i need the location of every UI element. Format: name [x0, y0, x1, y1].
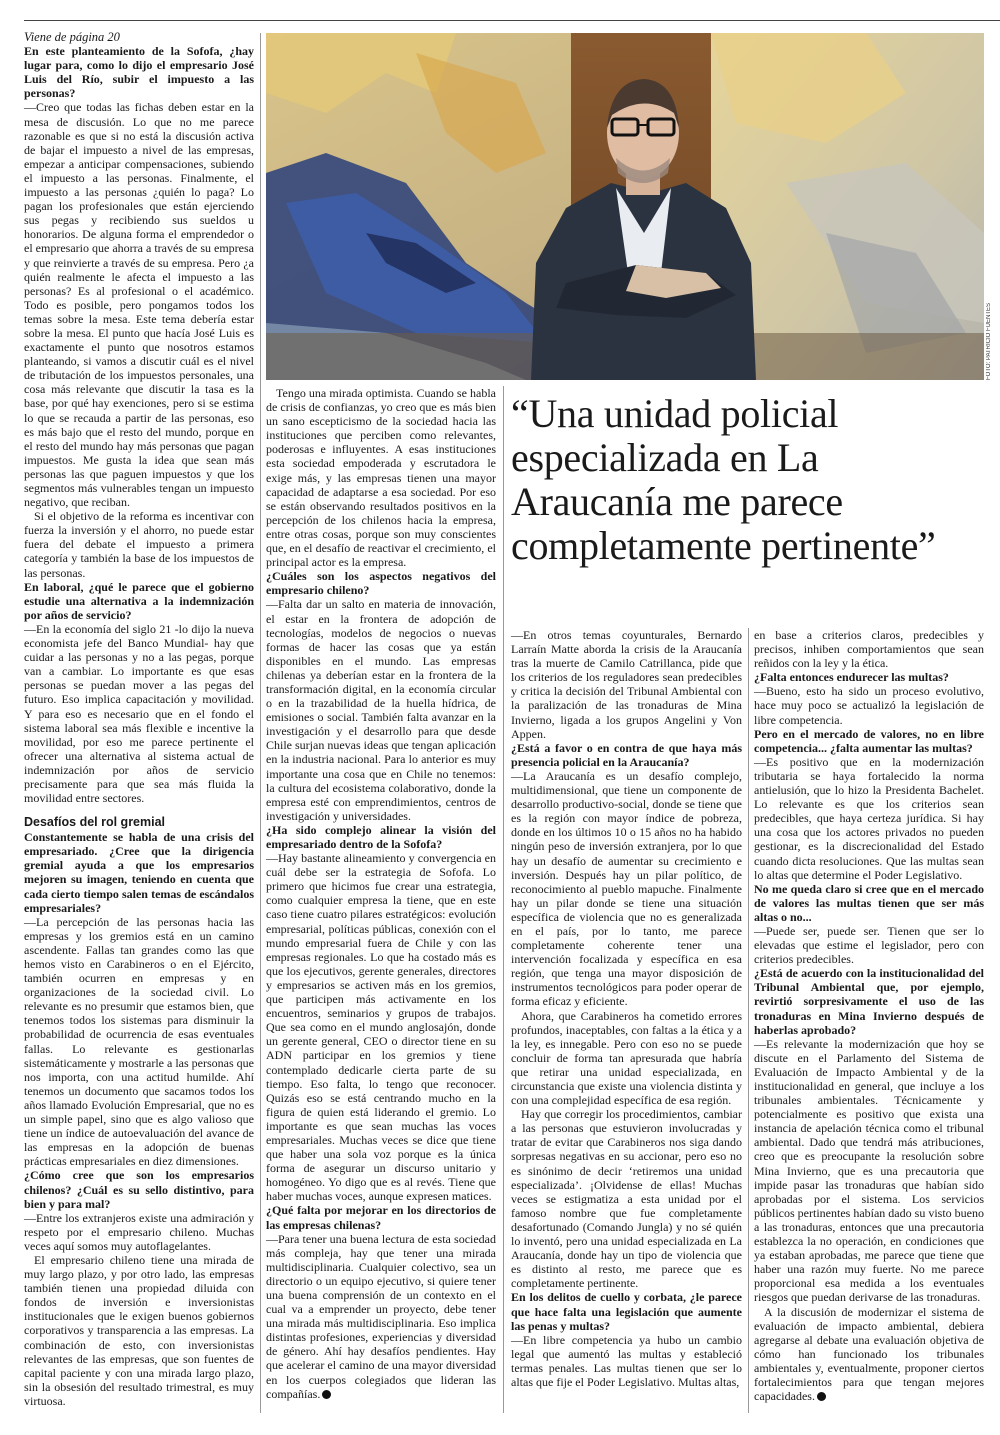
question: ¿Está de acuerdo con la institucionalidad del Tribunal Ambiental que, por ejemplo, revirtió sorpresivamente el uso de las tronaduras en Mina Invierno después de haberlas aprobado?	[754, 966, 984, 1037]
answer: —Entre los extranjeros existe una admiración y respeto por el empresario chileno. Muchas veces aquí somos muy autoflagelantes.	[24, 1210, 254, 1253]
photo-credit: FOTO: PATRICIO FUENTES	[986, 302, 992, 380]
question: Constantemente se habla de una crisis del empresariado. ¿Cree que la dirigencia gremial ayuda a que los empresarios mejoren su imagen, teniendo en cuenta que cada cierto tiempo salen temas de escándalos empresariales?	[24, 830, 254, 915]
question: ¿Está a favor o en contra de que haya más presencia policial en la Araucanía?	[511, 740, 742, 769]
answer: —Puede ser, puede ser. Tienen que ser lo elevadas que estime el legislador, pero con criterios predecibles.	[754, 923, 984, 967]
question: ¿Ha sido complejo alinear la visión del empresariado dentro de la Sofofa?	[266, 822, 496, 851]
continued-from-label: Viene de página 20	[24, 30, 120, 44]
question: ¿Cuáles son los aspectos negativos del empresario chileno?	[266, 569, 496, 598]
paragraph: Tengo una mirada optimista. Cuando se habla de crisis de confianzas, yo creo que es más bien un sano escepticismo de la sociedad hacia las instituciones que perciben como relevantes, poderosas e influyentes. A esas instituciones esta sociedad empoderada y escrutadora le exige más, y las empresas tienen una mayor capacidad de adaptarse a esa sociedad. Por eso se están observando resultados positivos en la percepción de los chilenos hacia la empresa, entre otras cosas, porque son muy conscientes que, en el desafío de reactivar el crecimiento, el principal actor es la empresa.	[266, 386, 496, 570]
answer: —Bueno, esto ha sido un proceso evolutivo, hace muy poco se actualizó la legislación de libre competencia.	[754, 684, 984, 727]
question: ¿Qué falta por mejorar en los directorios de las empresas chilenas?	[266, 1203, 496, 1232]
pull-quote: “Una unidad policial especializada en La Araucanía me parece completamente pertinente”	[511, 391, 936, 568]
answer: —Para tener una buena lectura de esta sociedad más compleja, hay que tener una mirada multidisciplinaria. Cualquier colectivo, sea un directorio o un equipo ejecutivo, si quiere tener una buena comprensión de un contexto en el cual va a emprender un proyecto, debe tener una mirada más multidisciplinaria. Eso implica distintas profesiones, experiencias y diversidad de género. Ahí hay desafíos pendientes. Hay que acelerar el camino de una mayor diversidad en los cuerpos colegiados que lideran las compañías.	[266, 1231, 496, 1401]
answer: —Falta dar un salto en materia de innovación, el estar en la frontera de adopción de tecnologías, modelos de negocios o nuevas formas de hacer las cosas que ya están disponibles en el mundo. Las empresas chilenas ya deberían estar en la frontera de la transformación digital, en la economía circular o en la trazabilidad de la huella hídrica, de emisiones o social. También falta avanzar en la investigación y el desarrollo para que desde Chile surjan nuevas ideas que tengan aplicación en la industria nacional. Para lo anterior es muy importante una cosa que en Chile no tenemos: la cultura del ecosistema colaborativo, donde la empresa esté con emprendimientos, centros de investigación y universidades.	[266, 597, 496, 823]
paragraph: Ahora, que Carabineros ha cometido errores profundos, inaceptables, con faltas a la ética y a la ley, es innegable. Pero con eso no se puede concluir de forma tan apresurada que habría que retirar una unidad especializada, en circunstancia que existe una violencia distinta y con una complejidad específica de esa región.	[511, 1008, 742, 1108]
end-mark-icon	[322, 1390, 331, 1399]
question: ¿Falta entonces endurecer las multas?	[754, 670, 949, 685]
question: Pero en el mercado de valores, no en libre competencia... ¿falta aumentar las multas?	[754, 726, 984, 755]
end-mark-icon	[817, 1392, 826, 1401]
answer: —En la economía del siglo 21 -lo dijo la nueva economista jefe del Banco Mundial- hay que cuidar a las personas y no a las pegas, porque van a cambiar. Lo importante es que esas personas se puedan mover a las pegas del futuro. Eso implica capacitación y movilidad. Y para eso es necesario que en el fondo el sistema laboral sea más flexible e incentive la movilidad, por eso me parece pertinente el ofrecer una alternativa al sistema actual de indemnización por años de servicio precisamente para que sea más fluida la movilidad entre sectores.	[24, 621, 254, 806]
answer: —Es relevante la modernización que hoy se discute en el Parlamento del Sistema de Evaluación de Impacto Ambiental y de la institucionalidad en general, que incluye a los tribunales ambientales. Técnicamente y potencialmente es positivo que exista una instancia de apelación técnica como el tribunal ambiental. Dado que tendrá más atribuciones, creo que es preocupante la resolución sobre Mina Invierno, que es una precautoria que impide pasar las tronaduras que habían sido aprobadas por el sistema. Los servicios públicos pertinentes habían dado su visto bueno a las tronaduras, entonces que una precautoria establezca la no operación, en condiciones que ya estaban aprobadas, me parece que tiene que haber una razón muy fuerte. No me parece proporcional esa medida a los eventuales riesgos que puedan derivarse de las tronaduras.	[754, 1036, 984, 1305]
paragraph: A la discusión de modernizar el sistema de evaluación de impacto ambiental, debiera agregarse al debate una evaluación objetiva de cómo han funcionado los tribunales ambientales y, eventualmente, proponer ciertos fortalecimientos para que tengan mejores capacidades.	[754, 1304, 984, 1404]
column-divider	[748, 628, 749, 1413]
column-2	[266, 386, 496, 1401]
subhead: Desafíos del rol gremial	[24, 815, 166, 830]
paragraph: El empresario chileno tiene una mirada de muy largo plazo, y por otro lado, las empresas también tienen una propiedad diluida con fondos de inversión e inversionistas institucionales que le exigen buenos gobiernos corporativos y transparencia a las empresas. La combinación de esto, con inversionistas relevantes de las empresas, que son fuentes de capital paciente y con una mirada largo plazo, sin la obsesión del resultado trimestral, es muy virtuosa.	[24, 1252, 254, 1408]
question: No me queda claro si cree que en el mercado de valores las multas tienen que ser más altas o no...	[754, 881, 984, 924]
paragraph: en base a criterios claros, predecibles y precisos, inhiben comportamientos que sean reñidos con la ley y la ética.	[754, 628, 984, 671]
column-3	[511, 628, 742, 1389]
answer: —La Araucanía es un desafío complejo, multidimensional, que tiene un componente de desarrollo productivo-social, donde se tiene que es la región con mayor índice de pobreza, donde en los últimos 10 o 15 años no ha habido ningún peso de inversión extranjera, por lo que hay un desafío de aumentar su crecimiento e inversión. Después hay un pilar político, de reconocimiento al pueblo mapuche. Finalmente hay un pilar donde se tiene una situación específica de violencia que no es generalizada en el país, por lo tanto, me parece completamente coherente tener una intervención focalizada y específica en esa región, que tenga una mayor disposición de instrumentos tecnológicos para poder operar de forma eficaz y eficiente.	[511, 768, 742, 1009]
answer: —Creo que todas las fichas deben estar en la mesa de discusión. Lo que no me parece razonable es que si no está la discusión activa de bajar el impuesto a nivel de las empresas, empezar a anticipar compensaciones, subiendo el impuesto a las personas. Finalmente, el impuesto a las personas ¿quién lo paga? Lo pagan los profesionales que están ejerciendo sus pegas y recibiendo sus sueldos u honorarios. De alguna forma el emprendedor o el empresario que ahorra a través de su empresa y que reinvierte a través de su empresa. Pero ¿a quién realmente le afecta el impuesto a las personas? Es al profesional o el académico. Todo es posible, pero pongamos todos los temas sobre la mesa. Este tema debería estar sobre la mesa. El punto que hacía José Luis es exactamente el punto que nosotros estamos planteando, si vamos a discutir cuál es el nivel de tributación de los impuestos personales, una cosa más relevante que discutir la tasa es la base, por qué hay exenciones, pero si se estima lo que se recauda a partir de las personas, eso es más bajo que el resto del mundo, porque en el resto del mundo hay más personas que pagan impuestos. Me gusta la idea que sean más personas las que paguen impuestos y que los segmentos más vulnerables tengan un impuesto negativo, que reciban.	[24, 100, 254, 510]
paragraph: Hay que corregir los procedimientos, cambiar a las personas que estuvieron involucradas y tratar de evitar que Carabineros nos siga dando sorpresas negativas en su accionar, pero eso no es sinónimo de decir ‘retiremos una unidad especializada’. ¡Olvidense de ellas! Muchas veces se estigmatiza a esta unidad por el famoso nombre que fue completamente desafortunado (Comando Jungla) y no sé quién lo inventó, pero una unidad especializada en La Araucanía, donde hay un tipo de violencia que es distinto al resto, me parece que es completamente pertinente.	[511, 1107, 742, 1291]
paragraph: Si el objetivo de la reforma es incentivar con fuerza la inversión y el ahorro, no puede estar fuera del debate el impuesto a primera categoría y también la base de los impuestos de las personas.	[24, 509, 254, 580]
column-divider	[260, 33, 261, 1413]
question: En laboral, ¿qué le parece que el gobierno estudie una alternativa a la indemnización por años de servicio?	[24, 579, 254, 622]
column-divider	[503, 386, 504, 1413]
paragraph: —En otros temas coyunturales, Bernardo Larraín Matte aborda la crisis de la Araucanía tras la muerte de Camilo Catrillanca, pide que los criterios de los reguladores sean predecibles y critica la decisión del Tribunal Ambiental con la paralización de las tronaduras de Mina Invierno, ligada a los grupos Angelini y Von Appen.	[511, 628, 742, 741]
portrait-photo	[266, 33, 984, 380]
column-4	[754, 628, 984, 1403]
answer: —Es positivo que en la modernización tributaria se haya fortalecido la norma antielusión, que lo hizo la Presidenta Bachelet. Lo relevante es que los criterios sean predecibles, que haya certeza jurídica. Si hay una cosa que los actores privados no pueden gestionar, es la discrecionalidad del Estado cuando dicta resoluciones. Que las multas sean lo altas que determine el Poder Legislativo.	[754, 754, 984, 882]
answer: —En libre competencia ya hubo un cambio legal que aumentó las multas y estableció termas penales. Las multas tienen que ser lo altas que fije el Poder Legislativo. Multas altas,	[511, 1332, 742, 1389]
question: En este planteamiento de la Sofofa, ¿hay lugar para, como lo dijo el empresario José Luis del Río, subir el impuesto a las personas?	[24, 44, 254, 101]
question: En los delitos de cuello y corbata, ¿le parece que hace falta una legislación que aumente las penas y multas?	[511, 1290, 742, 1333]
answer: —La percepción de las personas hacia las empresas y los gremios está en un camino ascendente. Fallas tan grandes como las que hemos visto en Carabineros o en el Ejército, también ocurren en empresas y en organizaciones de la sociedad civil. Lo relevante es no presumir que estamos bien, que tenemos todos los sistemas para disminuir la probabilidad de ocurrencia de esas eventuales fallas. Lo relevante es gestionarlas sistemáticamente y mostrarle a las personas que nos importa, con una actitud humilde. Ahí tenemos un documento que sacamos todos los años llamado Evolución Empresarial, que no es un simple papel, sino que es algo valioso que tiene un índice de autoevaluación del avance de las empresas en la adopción de buenas prácticas empresariales en diez dimensiones.	[24, 914, 254, 1169]
column-1	[24, 30, 254, 1408]
question: ¿Cómo cree que son los empresarios chilenos? ¿Cuál es su sello distintivo, para bien y para mal?	[24, 1168, 254, 1211]
top-rule	[24, 20, 1000, 21]
answer: —Hay bastante alineamiento y convergencia en cuál debe ser la estrategia de Sofofa. Lo primero que hicimos fue crear una estrategia, como cualquier empresa la tiene, que en este caso tiene cuatro pilares estratégicos: evolución empresarial, políticas públicas, conexión con el mundo empresarial fuera de Chile y con las empresas regionales. Lo que ha costado más es que los ejecutivos, gerente generales, directores y empresarios se activen más en los gremios, que participen más activamente en los encuentros, seminarios y grupos de trabajos. Que sea como en el mundo anglosajón, donde un gerente general, CEO o director tiene en su ADN participar en los gremios y tiene contemplado dedicarle cierta parte de su tiempo. Eso falta, lo tengo que reconocer. Quizás eso se está centrando mucho en la figura de quien está liderando el gremio. Lo importante es que sean muchas las voces empresariales. Muchas veces se dice que tiene que haber una sola voz porque es la única forma de asegurar un discurso unitario y homogéneo. Yo digo que es al revés. Tiene que haber muchas voces, aunque expresen matices.	[266, 851, 496, 1204]
